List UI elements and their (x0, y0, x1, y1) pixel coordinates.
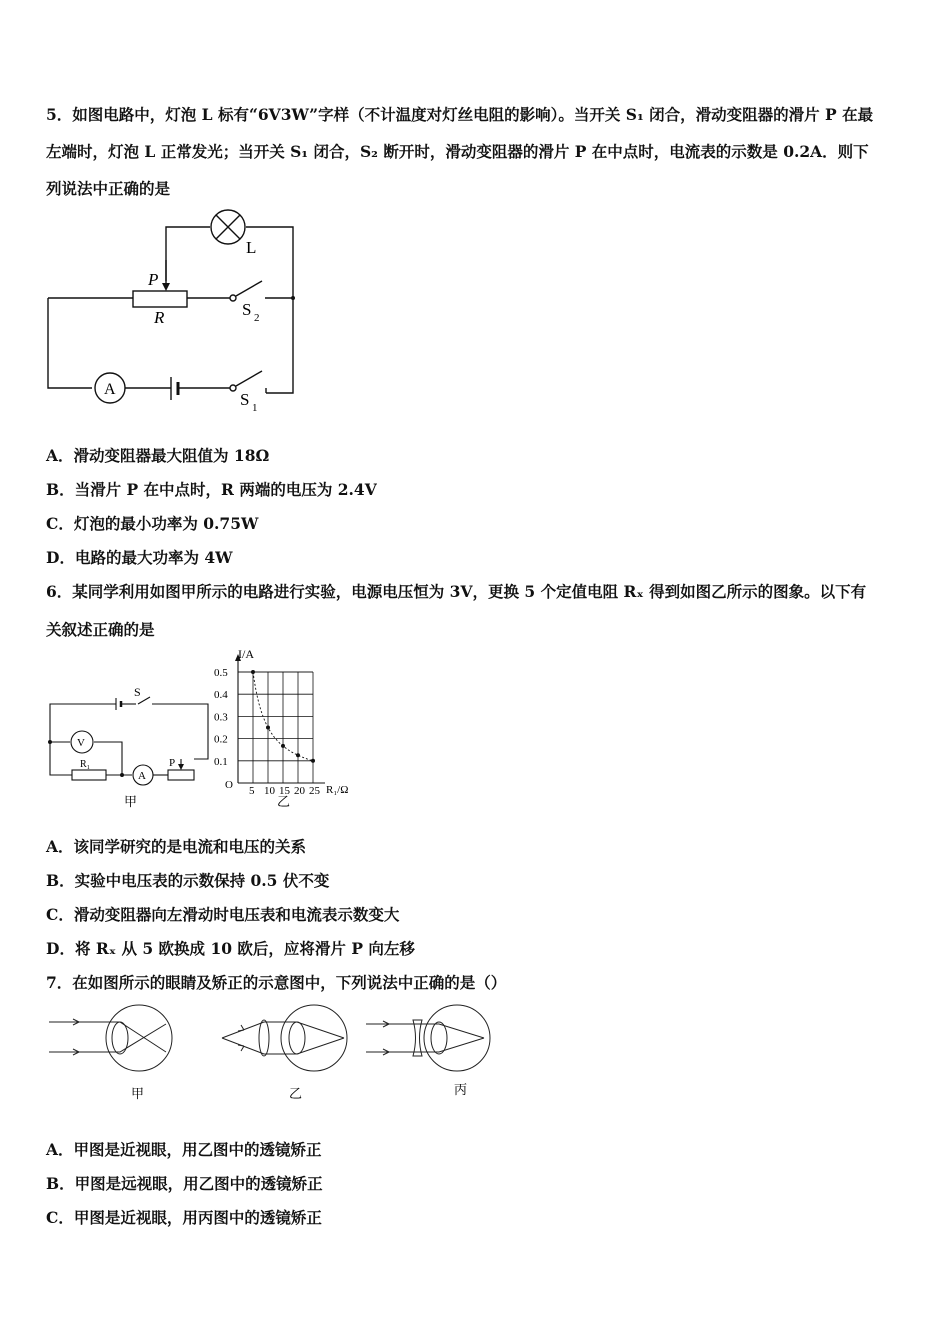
chart-y-tick: 0.2 (214, 733, 228, 746)
q5-stem-line-2: 左端时，灯泡 L 正常发光；当开关 S₁ 闭合，S₂ 断开时，滑动变阻器的滑片 P 在中点时，电流表的示数是 0.2A．则下 (46, 142, 869, 161)
chart-point (296, 753, 300, 757)
q6-option-b[interactable]: B．实验中电压表的示数保持 0.5 伏不变 (46, 871, 330, 890)
q5-stem-line-1: 5．如图电路中，灯泡 L 标有“6V3W”字样（不计温度对灯丝电阻的影响）。当开关 S₁ 闭合，滑动变阻器的滑片 P 在最 (46, 105, 874, 124)
q7-option-a[interactable]: A．甲图是近视眼，用乙图中的透镜矫正 (46, 1140, 322, 1159)
chart-y-tick: 0.5 (214, 667, 228, 679)
switch-sub-1: 1 (252, 402, 258, 414)
q7-option-c[interactable]: C．甲图是近视眼，用丙图中的透镜矫正 (46, 1208, 322, 1227)
q7-eye-diagrams (44, 1000, 504, 1110)
chart-point (266, 726, 270, 730)
rheostat-symbol (133, 291, 187, 307)
eye-diagram-jia (49, 1005, 172, 1071)
eye-diagram-bing (366, 1005, 490, 1071)
chart-y-tick: 0.3 (214, 711, 228, 724)
chart-x-tick: 20 (294, 785, 305, 797)
eye-caption-jia: 甲 (131, 1086, 145, 1101)
chart-x-tick: 5 (249, 785, 255, 797)
chart-y-tick: 0.1 (214, 755, 228, 768)
eye-caption-bing: 丙 (454, 1082, 468, 1097)
chart-caption-yi: 乙 (277, 794, 291, 809)
chart-y-axis-label: I/A (238, 647, 254, 661)
rheostat-symbol-q6 (168, 770, 194, 780)
chart-origin-label: O (225, 779, 233, 791)
eye-diagram-yi (222, 1005, 347, 1071)
slider-label-p-q6: P (169, 757, 176, 769)
q5-stem-line-3: 列说法中正确的是 (46, 179, 171, 198)
resistor-label-r: R (154, 308, 165, 327)
switch-label-s: S (134, 685, 141, 699)
q6-iv-chart (212, 643, 372, 813)
chart-x-tick: 15 (279, 785, 290, 797)
q5-option-d[interactable]: D．电路的最大功率为 4W (46, 548, 233, 567)
voltmeter-label: V (77, 737, 85, 749)
q5-option-c[interactable]: C．灯泡的最小功率为 0.75W (46, 514, 259, 533)
switch-label-s1: S (240, 390, 250, 409)
resistor-symbol (72, 770, 106, 780)
switch-label-s2: S (242, 300, 252, 319)
chart-y-tick: 0.4 (214, 689, 228, 702)
convex-lens (259, 1020, 269, 1056)
ammeter-label: A (104, 381, 116, 398)
circuit-caption-jia: 甲 (124, 794, 138, 809)
resistor-label-r1: R₁ (80, 759, 91, 770)
chart-point (251, 670, 255, 674)
q6-stem-line-1: 6．某同学利用如图甲所示的电路进行实验，电源电压恒为 3V，更换 5 个定值电阻 Rₓ 得到如图乙所示的图象。以下有 (46, 582, 867, 601)
q7-stem: 7．在如图所示的眼睛及矫正的示意图中，下列说法中正确的是（） (46, 973, 507, 992)
q6-option-d[interactable]: D．将 Rₓ 从 5 欧换成 10 欧后，应将滑片 P 向左移 (46, 939, 415, 958)
eye-caption-yi: 乙 (289, 1086, 303, 1101)
chart-x-tick: 25 (309, 785, 320, 797)
q6-option-c[interactable]: C．滑动变阻器向左滑动时电压表和电流表示数变大 (46, 905, 400, 924)
q6-stem-line-2: 关叙述正确的是 (46, 620, 155, 639)
ammeter-label-q6: A (138, 770, 146, 782)
q5-circuit-diagram (40, 205, 310, 420)
chart-x-axis-label: R₁/Ω (326, 784, 349, 796)
q5-option-b[interactable]: B．当滑片 P 在中点时，R 两端的电压为 2.4V (46, 480, 377, 499)
q6-circuit-diagram (44, 682, 214, 812)
q5-option-a[interactable]: A．滑动变阻器最大阻值为 18Ω (46, 446, 270, 465)
chart-point (281, 744, 285, 748)
chart-point (311, 759, 315, 763)
q7-option-b[interactable]: B．甲图是远视眼，用乙图中的透镜矫正 (46, 1174, 323, 1193)
concave-lens (413, 1020, 422, 1056)
chart-x-tick: 10 (264, 785, 275, 797)
lamp-label-l: L (246, 238, 257, 257)
switch-sub-2: 2 (254, 312, 260, 324)
q6-option-a[interactable]: A．该同学研究的是电流和电压的关系 (46, 837, 307, 856)
slider-label-p: P (148, 270, 159, 289)
